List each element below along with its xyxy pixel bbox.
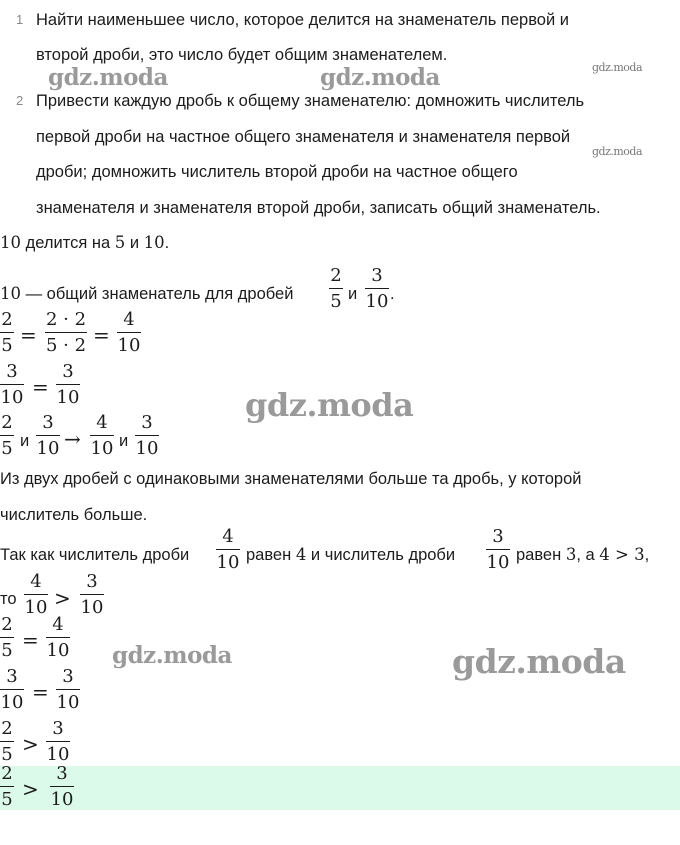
text: ,	[644, 546, 650, 564]
equals-sign: =	[32, 375, 49, 399]
text: делится на	[25, 234, 111, 252]
text: и	[348, 285, 358, 303]
math-number: 5	[114, 233, 126, 252]
fraction: 2 5	[1, 614, 13, 662]
fraction: 3 10	[56, 361, 80, 409]
fraction: 3 10	[0, 666, 24, 714]
divides-line	[0, 232, 169, 254]
watermark: gdz.moda	[452, 642, 626, 681]
greater-sign: >	[22, 777, 39, 801]
arrow: →	[64, 427, 81, 451]
text: и	[119, 432, 129, 450]
step-text: Привести каждую дробь к общему знаменателю: домножить числитель	[36, 92, 585, 110]
rule-text: Из двух дробей с одинаковыми знаменателями больше та дробь, у которой	[0, 470, 582, 488]
text: .	[390, 285, 395, 303]
fraction: 4 10	[90, 412, 114, 460]
denominator: 10	[365, 291, 389, 313]
math-number: 10	[0, 284, 21, 303]
equals-sign: =	[32, 680, 49, 704]
denominator: 5	[330, 291, 342, 313]
step-text: дроби; домножить числитель второй дроби на частное общего	[36, 163, 518, 181]
text: равен	[516, 546, 562, 564]
math-number: 3	[565, 545, 577, 564]
fraction: 4 10	[216, 526, 240, 574]
equals-sign: =	[93, 323, 110, 347]
text: и	[129, 234, 140, 252]
fraction: 3 10	[36, 412, 60, 460]
math-number: 10	[0, 233, 21, 252]
greater-sign: >	[22, 732, 39, 756]
step-text: знаменателя и знаменателя второй дроби, записать общий знаменатель.	[36, 199, 601, 217]
watermark: gdz.moda	[245, 386, 414, 424]
watermark: gdz.moda	[592, 61, 643, 74]
numerator: 2	[330, 265, 342, 286]
numerator: 3	[371, 265, 383, 286]
text: , а	[576, 546, 595, 564]
text: Так как числитель дроби	[0, 546, 190, 564]
math-number: 4	[295, 545, 307, 564]
fraction	[365, 265, 389, 313]
fraction: 4 10	[24, 571, 48, 619]
answer-fraction: 3 10	[50, 763, 74, 811]
text: и числитель дроби	[310, 546, 456, 564]
fraction: 2 5	[1, 718, 13, 766]
step-text: второй дроби, это число будет общим знаменателем.	[36, 46, 448, 64]
watermark: gdz.moda	[592, 145, 643, 158]
fraction: 4 10	[46, 614, 70, 662]
text: .	[164, 234, 170, 252]
math-number: 10	[143, 233, 165, 252]
fraction: 3 10	[486, 526, 510, 574]
fraction: 3 10	[135, 412, 159, 460]
answer-fraction: 2 5	[1, 763, 13, 811]
greater-sign: >	[54, 586, 71, 610]
watermark: gdz.moda	[48, 64, 168, 91]
step-text: первой дроби на частное общего знаменателя и знаменателя первой	[36, 128, 571, 146]
watermark: gdz.moda	[320, 64, 440, 91]
fraction: 3 10	[80, 571, 104, 619]
fraction: 2 · 2 5 · 2	[45, 309, 87, 357]
step-number: 1	[16, 12, 24, 27]
fraction: 3 10	[56, 666, 80, 714]
step-text: Найти наименьшее число, которое делится на знаменатель первой и	[36, 11, 569, 29]
text: и	[20, 432, 30, 450]
math-comparison: 4 > 3	[599, 545, 645, 564]
since-end	[516, 544, 649, 566]
fraction: 3 10	[0, 361, 24, 409]
equals-sign: =	[20, 323, 37, 347]
watermark: gdz.moda	[112, 642, 232, 669]
since-middle	[246, 544, 455, 566]
fraction	[329, 265, 343, 313]
step-number: 2	[16, 93, 24, 108]
answer-highlight	[0, 766, 680, 810]
text: — общий знаменатель для дробей	[25, 285, 294, 303]
fraction: 2 5	[1, 412, 13, 460]
fraction: 2 5	[1, 309, 13, 357]
fraction: 4 10	[117, 309, 141, 357]
text: равен	[246, 546, 292, 564]
text: то	[0, 590, 17, 608]
rule-text: числитель больше.	[0, 506, 148, 524]
common-line	[0, 283, 293, 305]
equals-sign: =	[22, 628, 39, 652]
fraction: 3 10	[46, 718, 70, 766]
